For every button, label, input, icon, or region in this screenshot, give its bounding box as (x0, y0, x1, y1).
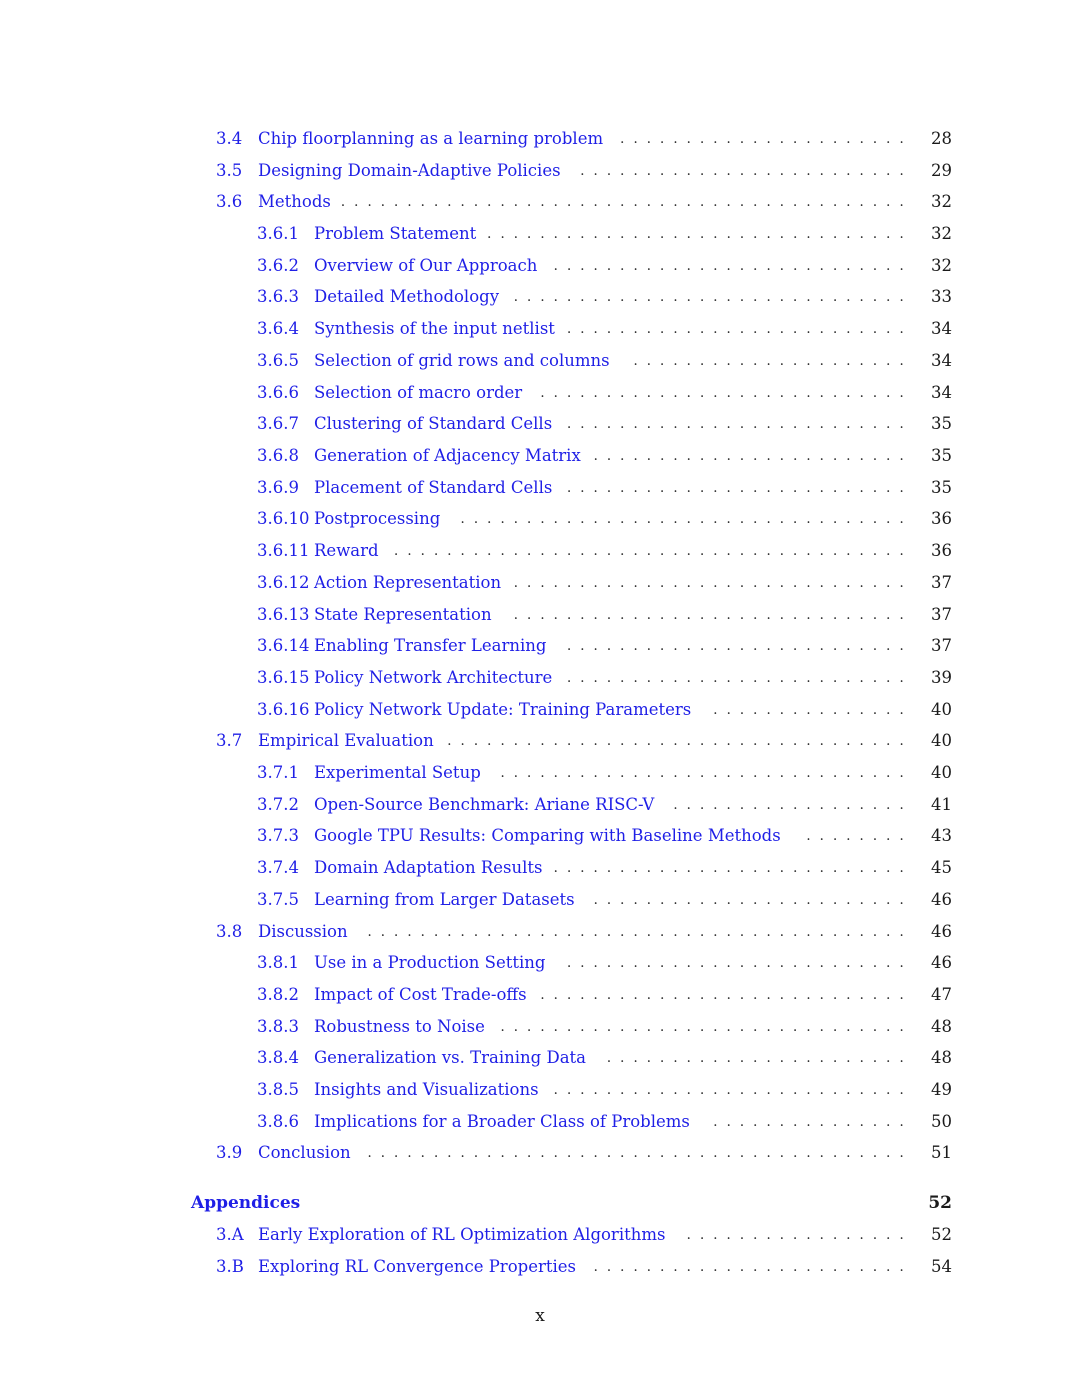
toc-entry-number[interactable]: 3.4 (216, 129, 243, 148)
toc-entry[interactable] (0, 950, 1080, 976)
toc-entry[interactable] (0, 316, 1080, 342)
toc-entry-number[interactable]: 3.6.6 (257, 383, 299, 402)
toc-entry-number[interactable]: 3.B (216, 1257, 244, 1276)
toc-entry-number[interactable]: 3.6.3 (257, 287, 299, 306)
toc-entry[interactable] (0, 1045, 1080, 1071)
toc-entry-number[interactable]: 3.7.1 (257, 763, 299, 782)
dot-leader: . . . . . . . . . . . . . . . . . . . . . . . . (593, 1259, 906, 1275)
dot-leader: . . . . . . . . . . . . . . . . . . . . . . . . . . . (553, 258, 906, 274)
toc-entry-title[interactable]: Learning from Larger Datasets (314, 890, 575, 909)
dot-leader: . . . . . . . . . . . . . . . . . (686, 1227, 906, 1243)
toc-page-number: 52 (928, 1193, 952, 1213)
toc-entry-number[interactable]: 3.8.6 (257, 1112, 299, 1131)
dot-leader: . . . . . . . . . . . . . . . . . . . . . . . . (593, 448, 906, 464)
toc-page-number: 41 (931, 795, 952, 814)
toc-entry-title[interactable]: Methods (258, 192, 331, 211)
toc-entry[interactable] (0, 411, 1080, 437)
toc-page-number: 51 (931, 1143, 952, 1162)
toc-entry-title[interactable]: Impact of Cost Trade-offs (314, 985, 527, 1004)
toc-entry[interactable] (0, 887, 1080, 913)
toc-entry[interactable] (0, 538, 1080, 564)
toc-entry[interactable] (0, 1140, 1080, 1166)
toc-entry-number[interactable]: 3.8.4 (257, 1048, 299, 1067)
toc-entry-title[interactable]: Domain Adaptation Results (314, 858, 543, 877)
toc-page-number: 29 (931, 161, 952, 180)
dot-leader: . . . . . . . . (806, 828, 906, 844)
toc-entry[interactable] (0, 1077, 1080, 1103)
toc-entry[interactable] (0, 760, 1080, 786)
toc-entry[interactable] (0, 982, 1080, 1008)
toc-entry[interactable] (0, 253, 1080, 279)
toc-entry[interactable] (0, 380, 1080, 406)
dot-leader: . . . . . . . . . . . . . . . . . . . . . . . . . . (566, 416, 906, 432)
toc-entry[interactable] (0, 602, 1080, 628)
dot-leader: . . . . . . . . . . . . . . . . . . . . . . . . . . . . . . . . (487, 226, 906, 242)
toc-page-number: 37 (931, 573, 952, 592)
appendices-heading[interactable]: Appendices (191, 1193, 301, 1213)
toc-entry-number[interactable]: 3.8.2 (257, 985, 299, 1004)
toc-page-number: 54 (931, 1257, 952, 1276)
dot-leader: . . . . . . . . . . . . . . . . . . . . . . . (606, 1050, 906, 1066)
toc-entry-number[interactable]: 3.6.5 (257, 351, 299, 370)
toc-entry[interactable] (0, 126, 1080, 152)
toc-entry[interactable] (0, 1222, 1080, 1248)
toc-page-number: 36 (931, 541, 952, 560)
toc-entry-title[interactable]: Robustness to Noise (314, 1017, 485, 1036)
toc-entry-number[interactable]: 3.7.2 (257, 795, 299, 814)
toc-entry-number[interactable]: 3.6.2 (257, 256, 299, 275)
toc-entry-title[interactable]: Detailed Methodology (314, 287, 500, 306)
toc-page-number: 46 (931, 922, 952, 941)
toc-entry[interactable] (0, 728, 1080, 754)
toc-entry-title[interactable]: Empirical Evaluation (258, 731, 434, 750)
toc-entry-title[interactable]: Conclusion (258, 1143, 351, 1162)
toc-entry-title[interactable]: Implications for a Broader Class of Problems (314, 1112, 690, 1131)
dot-leader: . . . . . . . . . . . . . . . . . . . . . . . . . . . . . . . (500, 1019, 906, 1035)
toc-entry[interactable] (0, 697, 1080, 723)
dot-leader: . . . . . . . . . . . . . . . . . . . . . . . . . . . (553, 860, 906, 876)
dot-leader: . . . . . . . . . . . . . . . . . . . . . . (620, 131, 906, 147)
toc-page-number: 32 (931, 192, 952, 211)
toc-page-number: 37 (931, 605, 952, 624)
toc-entry-title[interactable]: Policy Network Update: Training Parameters (314, 700, 692, 719)
toc-entry[interactable] (0, 443, 1080, 469)
toc-entry-title[interactable]: Use in a Production Setting (314, 953, 546, 972)
toc-page-number: 49 (931, 1080, 952, 1099)
toc-entry-number[interactable]: 3.6.16 (257, 700, 310, 719)
toc-entry-title[interactable]: State Representation (314, 605, 492, 624)
toc-entry[interactable] (0, 633, 1080, 659)
dot-leader: . . . . . . . . . . . . . . . (713, 702, 906, 718)
toc-page-number: 34 (931, 383, 952, 402)
toc-entry-title[interactable]: Experimental Setup (314, 763, 481, 782)
toc-entry-number[interactable]: 3.5 (216, 161, 243, 180)
dot-leader: . . . . . . . . . . . . . . . . . . . . . . . . . . . . . . . . . . (460, 511, 906, 527)
toc-entry[interactable] (0, 570, 1080, 596)
dot-leader: . . . . . . . . . . . . . . . . . . . . . . . . . . . (553, 1082, 906, 1098)
toc-page-number: 40 (931, 731, 952, 750)
toc-entry-title[interactable]: Selection of grid rows and columns (314, 351, 610, 370)
toc-entry-number[interactable]: 3.8.5 (257, 1080, 299, 1099)
toc-entry-number[interactable]: 3.6.11 (257, 541, 310, 560)
toc-page-number: 32 (931, 224, 952, 243)
toc-entry-title[interactable]: Problem Statement (314, 224, 477, 243)
toc-entry-number[interactable]: 3.6.15 (257, 668, 310, 687)
toc-page-number: 45 (931, 858, 952, 877)
toc-entry-number[interactable]: 3.A (216, 1225, 244, 1244)
toc-page-number: 39 (931, 668, 952, 687)
dot-leader: . . . . . . . . . . . . . . . . . . . . . . . . . . . . . . (513, 575, 906, 591)
dot-leader: . . . . . . . . . . . . . . . . . . . . . . . . . . . . . . . . . . . . . . . . . (367, 1145, 906, 1161)
dot-leader: . . . . . . . . . . . . . . . . . . . . . . . . . . (566, 955, 906, 971)
toc-entry-title[interactable]: Early Exploration of RL Optimization Algorithms (258, 1225, 666, 1244)
toc-entry-number[interactable]: 3.6.1 (257, 224, 299, 243)
toc-entry-number[interactable]: 3.6.4 (257, 319, 299, 338)
toc-entry[interactable] (0, 475, 1080, 501)
toc-entry[interactable] (0, 284, 1080, 310)
toc-page-number: 35 (931, 478, 952, 497)
dot-leader: . . . . . . . . . . . . . . . . . . . . . . . . . . . . (540, 987, 906, 1003)
toc-entry-number[interactable]: 3.7 (216, 731, 243, 750)
toc-page-number: 52 (931, 1225, 952, 1244)
toc-page-number: 35 (931, 414, 952, 433)
toc-entry-number[interactable]: 3.7.4 (257, 858, 299, 877)
dot-leader: . . . . . . . . . . . . . . . . . . . . . . . . . . . . . . . . . . . . . . . . . . . (340, 194, 906, 210)
toc-page-number: 48 (931, 1017, 952, 1036)
toc-entry[interactable] (0, 919, 1080, 945)
toc-entry-title[interactable]: Insights and Visualizations (314, 1080, 539, 1099)
toc-heading[interactable] (0, 1190, 1080, 1216)
toc-entry-title[interactable]: Discussion (258, 922, 348, 941)
toc-page-number: 40 (931, 700, 952, 719)
toc-page-number: 43 (931, 826, 952, 845)
toc-entry[interactable] (0, 189, 1080, 215)
toc-entry-title[interactable]: Policy Network Architecture (314, 668, 553, 687)
toc-entry-number[interactable]: 3.6.12 (257, 573, 310, 592)
toc-entry-number[interactable]: 3.6 (216, 192, 243, 211)
toc-page-number: 37 (931, 636, 952, 655)
toc-entry[interactable] (0, 823, 1080, 849)
dot-leader: . . . . . . . . . . . . . . . . . . . . . . . . . . . . . . . . . . . (447, 733, 906, 749)
toc-page-number: 47 (931, 985, 952, 1004)
dot-leader: . . . . . . . . . . . . . . . . . . . . . . . . . . . . . . . (500, 765, 906, 781)
dot-leader: . . . . . . . . . . . . . . . . . . . . . . . . . . (566, 480, 906, 496)
toc-page-number: 46 (931, 890, 952, 909)
toc-entry-title[interactable]: Open-Source Benchmark: Ariane RISC-V (314, 795, 655, 814)
toc-entry-number[interactable]: 3.7.5 (257, 890, 299, 909)
toc-page-number: 36 (931, 509, 952, 528)
dot-leader: . . . . . . . . . . . . . . . . . . . . . (633, 353, 906, 369)
toc-entry-number[interactable]: 3.6.13 (257, 605, 310, 624)
toc-entry[interactable] (0, 855, 1080, 881)
toc-entry-number[interactable]: 3.8.1 (257, 953, 299, 972)
toc-entry[interactable] (0, 158, 1080, 184)
toc-entry-title[interactable]: Clustering of Standard Cells (314, 414, 553, 433)
toc-entry-title[interactable]: Action Representation (314, 573, 502, 592)
toc-page-number: 35 (931, 446, 952, 465)
toc-entry-number[interactable]: 3.6.14 (257, 636, 310, 655)
toc-entry-title[interactable]: Enabling Transfer Learning (314, 636, 547, 655)
toc-page-number: 34 (931, 319, 952, 338)
dot-leader: . . . . . . . . . . . . . . . . . . . . . . . . . . . . . . . . . . . . . . . (393, 543, 906, 559)
toc-entry-number[interactable]: 3.8 (216, 922, 243, 941)
toc-entry[interactable] (0, 665, 1080, 691)
toc-entry[interactable] (0, 348, 1080, 374)
dot-leader: . . . . . . . . . . . . . . . . . . . . . . . . . (580, 163, 906, 179)
dot-leader: . . . . . . . . . . . . . . . (713, 1114, 906, 1130)
toc-entry-title[interactable]: Overview of Our Approach (314, 256, 538, 275)
toc-entry[interactable] (0, 792, 1080, 818)
toc-page-number: 34 (931, 351, 952, 370)
dot-leader: . . . . . . . . . . . . . . . . . . . . . . . . . . (566, 670, 906, 686)
page-number: x (535, 1306, 545, 1326)
dot-leader: . . . . . . . . . . . . . . . . . . . . . . . . . . . . . . (513, 289, 906, 305)
toc-entry-number[interactable]: 3.8.3 (257, 1017, 299, 1036)
toc-page-number: 33 (931, 287, 952, 306)
toc-entry-number[interactable]: 3.7.3 (257, 826, 299, 845)
toc-page-number: 40 (931, 763, 952, 782)
toc-page-number: 50 (931, 1112, 952, 1131)
toc-entry-title[interactable]: Google TPU Results: Comparing with Baseline Methods (314, 826, 781, 845)
toc-entry[interactable] (0, 506, 1080, 532)
dot-leader: . . . . . . . . . . . . . . . . . . . . . . . . . . . . . . . . . . . . . . . . . (367, 924, 906, 940)
toc-entry-title[interactable]: Selection of macro order (314, 383, 523, 402)
dot-leader: . . . . . . . . . . . . . . . . . . . . . . . . . . (566, 321, 906, 337)
toc-entry-title[interactable]: Generalization vs. Training Data (314, 1048, 587, 1067)
toc-entry-number[interactable]: 3.6.7 (257, 414, 299, 433)
toc-entry[interactable] (0, 1109, 1080, 1135)
toc-entry[interactable] (0, 1254, 1080, 1280)
dot-leader: . . . . . . . . . . . . . . . . . . . . . . . . . . . . (540, 385, 906, 401)
toc-entry-title[interactable]: Placement of Standard Cells (314, 478, 553, 497)
toc-entry-number[interactable]: 3.6.8 (257, 446, 299, 465)
toc-entry-title[interactable]: Reward (314, 541, 379, 560)
dot-leader: . . . . . . . . . . . . . . . . . . . . . . . . (593, 892, 906, 908)
dot-leader: . . . . . . . . . . . . . . . . . . (673, 797, 906, 813)
toc-entry-number[interactable]: 3.9 (216, 1143, 243, 1162)
toc-page-number: 48 (931, 1048, 952, 1067)
toc-entry-title[interactable]: Designing Domain-Adaptive Policies (258, 161, 561, 180)
toc-page-number: 32 (931, 256, 952, 275)
dot-leader: . . . . . . . . . . . . . . . . . . . . . . . . . . (566, 638, 906, 654)
toc-entry[interactable] (0, 221, 1080, 247)
dot-leader: . . . . . . . . . . . . . . . . . . . . . . . . . . . . . . (513, 607, 906, 623)
toc-entry-title[interactable]: Generation of Adjacency Matrix (314, 446, 581, 465)
toc-entry-title[interactable]: Synthesis of the input netlist (314, 319, 555, 338)
toc-entry-title[interactable]: Exploring RL Convergence Properties (258, 1257, 576, 1276)
toc-entry[interactable] (0, 1014, 1080, 1040)
toc-entry-title[interactable]: Chip floorplanning as a learning problem (258, 129, 604, 148)
toc-entry-number[interactable]: 3.6.10 (257, 509, 310, 528)
toc-entry-number[interactable]: 3.6.9 (257, 478, 299, 497)
toc-page-number: 46 (931, 953, 952, 972)
toc-entry-title[interactable]: Postprocessing (314, 509, 441, 528)
toc-page-number: 28 (931, 129, 952, 148)
